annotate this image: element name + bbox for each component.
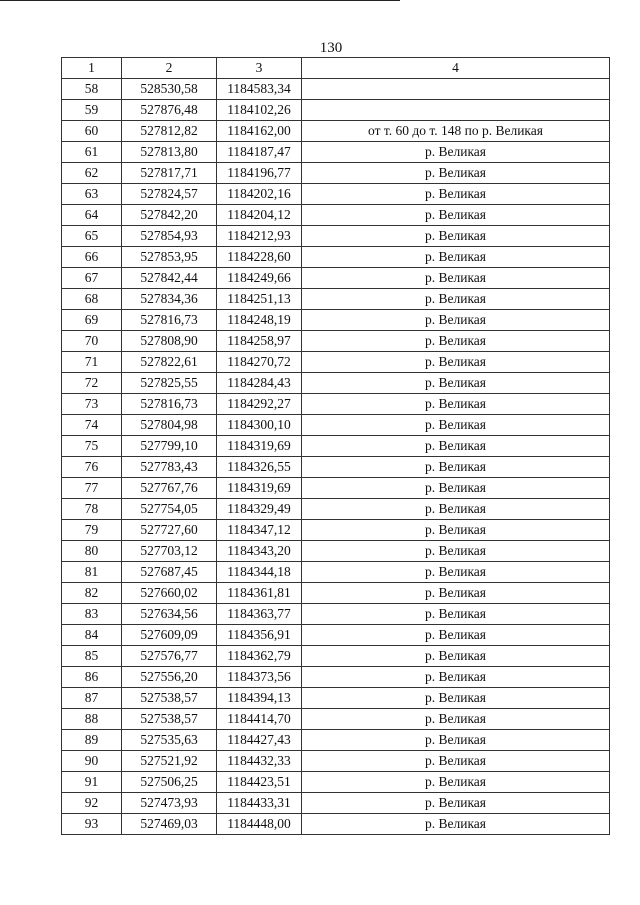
description-cell: р. Великая <box>302 226 610 247</box>
description-cell: р. Великая <box>302 415 610 436</box>
point-number-cell: 73 <box>62 394 122 415</box>
point-number-cell: 74 <box>62 415 122 436</box>
y-coordinate-cell: 1184248,19 <box>217 310 302 331</box>
table-row <box>62 289 610 310</box>
table-row <box>62 184 610 205</box>
table-row <box>62 688 610 709</box>
table-row <box>62 457 610 478</box>
y-coordinate-cell: 1184427,43 <box>217 730 302 751</box>
point-number-cell: 82 <box>62 583 122 604</box>
x-coordinate-cell: 527804,98 <box>122 415 217 436</box>
description-cell: р. Великая <box>302 205 610 226</box>
table-row <box>62 226 610 247</box>
description-cell: р. Великая <box>302 499 610 520</box>
description-cell: р. Великая <box>302 163 610 184</box>
table-row <box>62 541 610 562</box>
point-number-cell: 61 <box>62 142 122 163</box>
point-number-cell: 91 <box>62 772 122 793</box>
y-coordinate-cell: 1184361,81 <box>217 583 302 604</box>
table-row <box>62 331 610 352</box>
description-cell: р. Великая <box>302 646 610 667</box>
table-row <box>62 394 610 415</box>
y-coordinate-cell: 1184394,13 <box>217 688 302 709</box>
y-coordinate-cell: 1184432,33 <box>217 751 302 772</box>
description-cell: р. Великая <box>302 247 610 268</box>
x-coordinate-cell: 527576,77 <box>122 646 217 667</box>
x-coordinate-cell: 527824,57 <box>122 184 217 205</box>
column-header: 1 <box>62 58 122 79</box>
x-coordinate-cell: 527816,73 <box>122 310 217 331</box>
description-cell: р. Великая <box>302 772 610 793</box>
y-coordinate-cell: 1184448,00 <box>217 814 302 835</box>
point-number-cell: 75 <box>62 436 122 457</box>
description-cell: р. Великая <box>302 352 610 373</box>
x-coordinate-cell: 527822,61 <box>122 352 217 373</box>
x-coordinate-cell: 527816,73 <box>122 394 217 415</box>
table-row <box>62 373 610 394</box>
point-number-cell: 85 <box>62 646 122 667</box>
x-coordinate-cell: 527808,90 <box>122 331 217 352</box>
x-coordinate-cell: 527703,12 <box>122 541 217 562</box>
table-row <box>62 436 610 457</box>
table-row <box>62 625 610 646</box>
y-coordinate-cell: 1184196,77 <box>217 163 302 184</box>
table-row <box>62 247 610 268</box>
y-coordinate-cell: 1184326,55 <box>217 457 302 478</box>
x-coordinate-cell: 527469,03 <box>122 814 217 835</box>
description-cell: р. Великая <box>302 625 610 646</box>
y-coordinate-cell: 1184329,49 <box>217 499 302 520</box>
y-coordinate-cell: 1184284,43 <box>217 373 302 394</box>
point-number-cell: 68 <box>62 289 122 310</box>
coordinates-table <box>61 57 610 835</box>
y-coordinate-cell: 1184347,12 <box>217 520 302 541</box>
y-coordinate-cell: 1184212,93 <box>217 226 302 247</box>
column-header: 2 <box>122 58 217 79</box>
y-coordinate-cell: 1184187,47 <box>217 142 302 163</box>
table-row <box>62 100 610 121</box>
description-cell: р. Великая <box>302 751 610 772</box>
y-coordinate-cell: 1184583,34 <box>217 79 302 100</box>
x-coordinate-cell: 528530,58 <box>122 79 217 100</box>
description-cell: р. Великая <box>302 583 610 604</box>
description-cell: р. Великая <box>302 520 610 541</box>
x-coordinate-cell: 527876,48 <box>122 100 217 121</box>
description-cell: р. Великая <box>302 331 610 352</box>
x-coordinate-cell: 527813,80 <box>122 142 217 163</box>
x-coordinate-cell: 527687,45 <box>122 562 217 583</box>
point-number-cell: 79 <box>62 520 122 541</box>
column-header: 3 <box>217 58 302 79</box>
y-coordinate-cell: 1184373,56 <box>217 667 302 688</box>
table-row <box>62 310 610 331</box>
x-coordinate-cell: 527521,92 <box>122 751 217 772</box>
table-row <box>62 499 610 520</box>
y-coordinate-cell: 1184162,00 <box>217 121 302 142</box>
description-cell: р. Великая <box>302 289 610 310</box>
y-coordinate-cell: 1184319,69 <box>217 478 302 499</box>
point-number-cell: 77 <box>62 478 122 499</box>
table-row <box>62 772 610 793</box>
description-cell: р. Великая <box>302 709 610 730</box>
point-number-cell: 89 <box>62 730 122 751</box>
y-coordinate-cell: 1184433,31 <box>217 793 302 814</box>
point-number-cell: 88 <box>62 709 122 730</box>
point-number-cell: 60 <box>62 121 122 142</box>
y-coordinate-cell: 1184343,20 <box>217 541 302 562</box>
point-number-cell: 65 <box>62 226 122 247</box>
table-row <box>62 709 610 730</box>
description-cell <box>302 100 610 121</box>
x-coordinate-cell: 527834,36 <box>122 289 217 310</box>
point-number-cell: 63 <box>62 184 122 205</box>
page-number: 130 <box>319 40 343 56</box>
x-coordinate-cell: 527609,09 <box>122 625 217 646</box>
column-header: 4 <box>302 58 610 79</box>
y-coordinate-cell: 1184423,51 <box>217 772 302 793</box>
description-cell: р. Великая <box>302 793 610 814</box>
table-row <box>62 751 610 772</box>
table-row <box>62 79 610 100</box>
point-number-cell: 69 <box>62 310 122 331</box>
y-coordinate-cell: 1184300,10 <box>217 415 302 436</box>
x-coordinate-cell: 527634,56 <box>122 604 217 625</box>
table-row <box>62 583 610 604</box>
point-number-cell: 76 <box>62 457 122 478</box>
x-coordinate-cell: 527556,20 <box>122 667 217 688</box>
point-number-cell: 66 <box>62 247 122 268</box>
x-coordinate-cell: 527767,76 <box>122 478 217 499</box>
x-coordinate-cell: 527853,95 <box>122 247 217 268</box>
x-coordinate-cell: 527538,57 <box>122 709 217 730</box>
table-row <box>62 478 610 499</box>
table-row <box>62 205 610 226</box>
y-coordinate-cell: 1184362,79 <box>217 646 302 667</box>
x-coordinate-cell: 527799,10 <box>122 436 217 457</box>
point-number-cell: 92 <box>62 793 122 814</box>
point-number-cell: 62 <box>62 163 122 184</box>
table-row <box>62 814 610 835</box>
table-row <box>62 520 610 541</box>
y-coordinate-cell: 1184228,60 <box>217 247 302 268</box>
y-coordinate-cell: 1184202,16 <box>217 184 302 205</box>
table-row <box>62 163 610 184</box>
x-coordinate-cell: 527660,02 <box>122 583 217 604</box>
point-number-cell: 67 <box>62 268 122 289</box>
description-cell: р. Великая <box>302 184 610 205</box>
table-row <box>62 352 610 373</box>
x-coordinate-cell: 527754,05 <box>122 499 217 520</box>
x-coordinate-cell: 527727,60 <box>122 520 217 541</box>
table-row <box>62 142 610 163</box>
description-cell: р. Великая <box>302 310 610 331</box>
y-coordinate-cell: 1184292,27 <box>217 394 302 415</box>
table-row <box>62 562 610 583</box>
table-header-row <box>62 58 610 79</box>
x-coordinate-cell: 527538,57 <box>122 688 217 709</box>
description-cell: р. Великая <box>302 394 610 415</box>
y-coordinate-cell: 1184414,70 <box>217 709 302 730</box>
point-number-cell: 72 <box>62 373 122 394</box>
description-cell: р. Великая <box>302 436 610 457</box>
description-cell <box>302 79 610 100</box>
x-coordinate-cell: 527506,25 <box>122 772 217 793</box>
y-coordinate-cell: 1184363,77 <box>217 604 302 625</box>
description-cell: р. Великая <box>302 667 610 688</box>
point-number-cell: 86 <box>62 667 122 688</box>
point-number-cell: 84 <box>62 625 122 646</box>
point-number-cell: 81 <box>62 562 122 583</box>
point-number-cell: 64 <box>62 205 122 226</box>
y-coordinate-cell: 1184249,66 <box>217 268 302 289</box>
point-number-cell: 78 <box>62 499 122 520</box>
description-cell: р. Великая <box>302 730 610 751</box>
point-number-cell: 70 <box>62 331 122 352</box>
table-row <box>62 268 610 289</box>
y-coordinate-cell: 1184204,12 <box>217 205 302 226</box>
table-row <box>62 646 610 667</box>
table-row <box>62 667 610 688</box>
point-number-cell: 87 <box>62 688 122 709</box>
point-number-cell: 58 <box>62 79 122 100</box>
table-row <box>62 793 610 814</box>
description-cell: р. Великая <box>302 688 610 709</box>
x-coordinate-cell: 527854,93 <box>122 226 217 247</box>
x-coordinate-cell: 527535,63 <box>122 730 217 751</box>
y-coordinate-cell: 1184344,18 <box>217 562 302 583</box>
description-cell: р. Великая <box>302 562 610 583</box>
y-coordinate-cell: 1184319,69 <box>217 436 302 457</box>
description-cell: р. Великая <box>302 268 610 289</box>
description-cell: от т. 60 до т. 148 по р. Великая <box>302 121 610 142</box>
x-coordinate-cell: 527817,71 <box>122 163 217 184</box>
table-row <box>62 121 610 142</box>
table-body <box>62 79 610 835</box>
point-number-cell: 80 <box>62 541 122 562</box>
x-coordinate-cell: 527783,43 <box>122 457 217 478</box>
point-number-cell: 90 <box>62 751 122 772</box>
x-coordinate-cell: 527473,93 <box>122 793 217 814</box>
description-cell: р. Великая <box>302 814 610 835</box>
x-coordinate-cell: 527825,55 <box>122 373 217 394</box>
y-coordinate-cell: 1184258,97 <box>217 331 302 352</box>
y-coordinate-cell: 1184102,26 <box>217 100 302 121</box>
description-cell: р. Великая <box>302 457 610 478</box>
point-number-cell: 71 <box>62 352 122 373</box>
description-cell: р. Великая <box>302 373 610 394</box>
y-coordinate-cell: 1184270,72 <box>217 352 302 373</box>
table-row <box>62 730 610 751</box>
point-number-cell: 93 <box>62 814 122 835</box>
x-coordinate-cell: 527842,44 <box>122 268 217 289</box>
description-cell: р. Великая <box>302 478 610 499</box>
table-row <box>62 415 610 436</box>
table-row <box>62 604 610 625</box>
y-coordinate-cell: 1184356,91 <box>217 625 302 646</box>
y-coordinate-cell: 1184251,13 <box>217 289 302 310</box>
description-cell: р. Великая <box>302 142 610 163</box>
point-number-cell: 59 <box>62 100 122 121</box>
x-coordinate-cell: 527842,20 <box>122 205 217 226</box>
description-cell: р. Великая <box>302 604 610 625</box>
x-coordinate-cell: 527812,82 <box>122 121 217 142</box>
point-number-cell: 83 <box>62 604 122 625</box>
description-cell: р. Великая <box>302 541 610 562</box>
top-rule <box>0 0 400 1</box>
